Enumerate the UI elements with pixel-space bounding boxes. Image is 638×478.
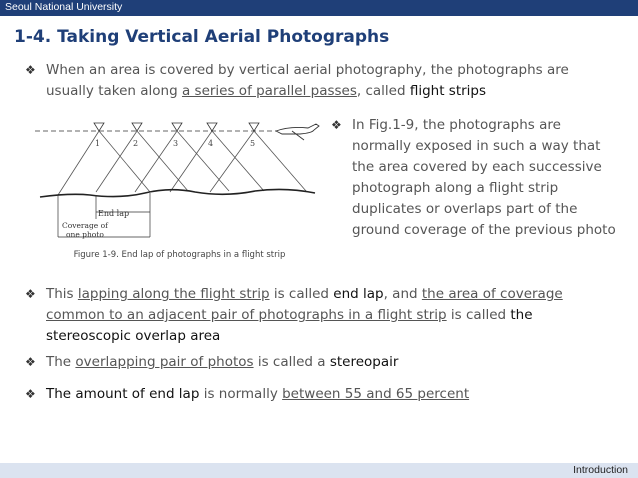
section-label: Introduction xyxy=(573,464,628,476)
text: is normally xyxy=(199,386,283,402)
coverage-label-line2: one photo xyxy=(66,230,104,239)
bullet-end-lap-amount xyxy=(25,384,615,405)
photo-number-5: 5 xyxy=(250,139,256,148)
institution-name: Seoul National University xyxy=(5,1,123,13)
key-term: stereopair xyxy=(329,354,399,370)
key-term: the stereoscopic overlap area xyxy=(46,307,533,344)
key-term: The amount of end lap xyxy=(46,386,200,402)
text: is called a xyxy=(253,354,330,370)
slide-title: 1-4. Taking Vertical Aerial Photographs xyxy=(14,27,390,47)
photo-number-3: 3 xyxy=(173,139,179,148)
key-term: flight strips xyxy=(409,83,487,99)
underlined-text: lapping along the flight strip xyxy=(77,286,270,302)
header-bar xyxy=(0,0,638,16)
underlined-text: a series of parallel passes xyxy=(181,83,357,99)
underlined-text: the area of coverage common to an adjacent pair of photographs in a flight strip xyxy=(46,286,563,323)
diamond-bullet-icon: ❖ xyxy=(25,355,36,369)
text: When an area is covered by vertical aerial photography, the photographs are usually taken along xyxy=(46,62,569,99)
diamond-bullet-icon: ❖ xyxy=(25,387,36,401)
flight-strip-figure xyxy=(30,115,330,270)
bullet-flight-strips xyxy=(25,60,615,102)
key-term: end lap xyxy=(333,286,384,302)
bullet-fig-explanation xyxy=(331,115,616,241)
airplane-icon xyxy=(276,124,319,140)
photo-number-2: 2 xyxy=(133,139,139,148)
bullet-end-lap xyxy=(25,284,615,347)
figure-caption: Figure 1-9. End lap of photographs in a flight strip xyxy=(73,250,286,260)
terrain-line xyxy=(40,189,315,197)
text: In Fig.1-9, the photographs are normally exposed in such a way that the area covered by each successive photograph along a flight strip duplicates or overlaps part of the ground coverage of the previous photo xyxy=(352,117,616,238)
underlined-text: overlapping pair of photos xyxy=(75,354,254,370)
coverage-label-line1: Coverage of xyxy=(62,221,108,230)
bullet-stereopair xyxy=(25,352,615,373)
photo-number-4: 4 xyxy=(208,139,214,148)
underlined-text: between 55 and 65 percent xyxy=(282,386,470,402)
text: The xyxy=(46,354,76,370)
diamond-bullet-icon: ❖ xyxy=(25,63,36,77)
text: , called xyxy=(356,83,410,99)
photo-number-1: 1 xyxy=(95,139,101,148)
text: is called xyxy=(446,307,511,323)
diamond-bullet-icon: ❖ xyxy=(25,287,36,301)
photo-station-3 xyxy=(135,123,229,192)
text: , and xyxy=(383,286,422,302)
diamond-bullet-icon: ❖ xyxy=(331,118,342,132)
end-lap-label: End lap xyxy=(98,209,130,218)
text: is called xyxy=(269,286,334,302)
footer-bar xyxy=(0,463,638,478)
text: This xyxy=(46,286,78,302)
photo-station-1 xyxy=(58,123,150,195)
